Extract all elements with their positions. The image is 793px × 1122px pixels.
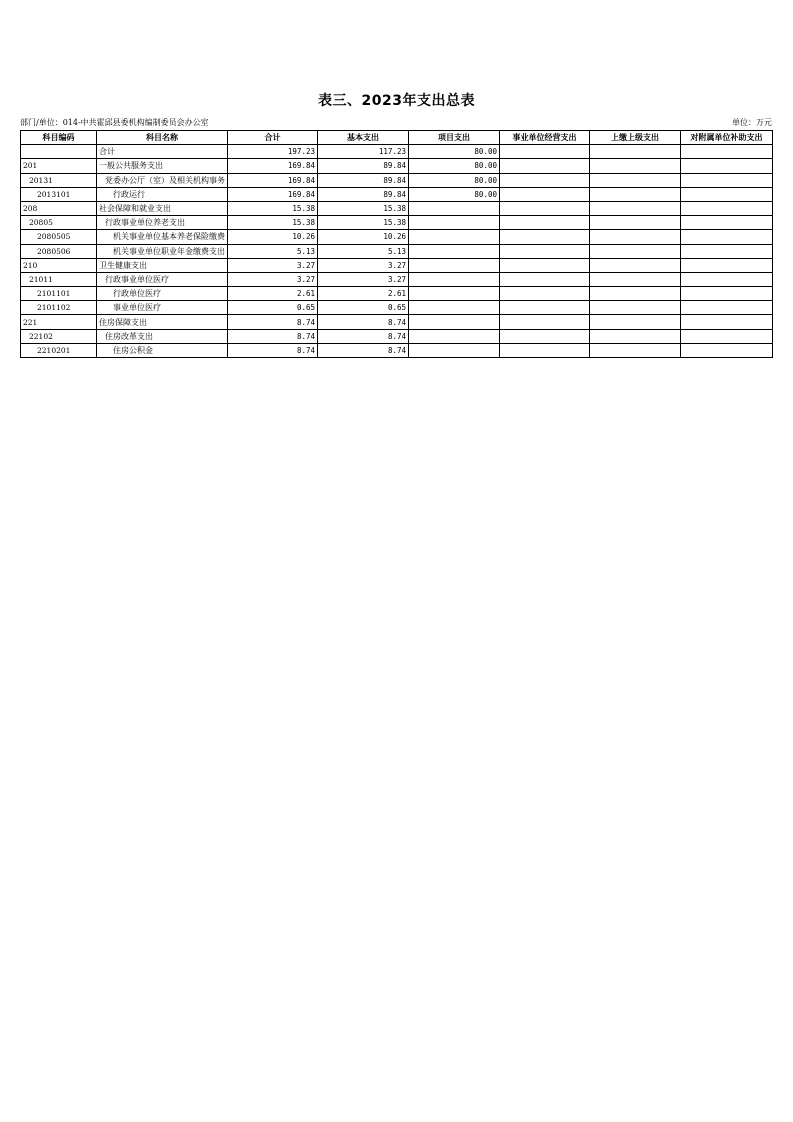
cell-basic: 8.74 [318,315,409,329]
department-label: 部门/单位：014-中共霍邱县委机构编制委员会办公室 [20,118,209,127]
cell-operating [500,315,590,329]
cell-basic: 89.84 [318,187,409,201]
cell-upper [590,187,681,201]
table-row [21,329,773,343]
cell-total: 169.84 [228,159,318,173]
table-row [21,145,773,159]
cell-operating [500,343,590,357]
table-row [21,315,773,329]
cell-basic: 3.27 [318,258,409,272]
cell-code: 2101101 [21,287,97,301]
cell-basic: 89.84 [318,173,409,187]
cell-operating [500,272,590,286]
cell-basic: 8.74 [318,343,409,357]
expenditure-table [20,130,773,358]
document-meta [20,117,772,128]
cell-subsidy [681,287,773,301]
table-body [21,145,773,358]
header-basic: 基本支出 [318,131,409,145]
cell-upper [590,287,681,301]
cell-basic: 5.13 [318,244,409,258]
cell-upper [590,258,681,272]
cell-upper [590,216,681,230]
cell-subsidy [681,159,773,173]
cell-basic: 117.23 [318,145,409,159]
cell-code: 22102 [21,329,97,343]
cell-total: 169.84 [228,187,318,201]
cell-basic: 15.38 [318,201,409,215]
cell-upper [590,301,681,315]
table-row [21,258,773,272]
cell-code: 2101102 [21,301,97,315]
cell-project: 80.00 [409,159,500,173]
header-upper: 上缴上级支出 [590,131,681,145]
table-row [21,159,773,173]
header-total: 合计 [228,131,318,145]
cell-project [409,343,500,357]
cell-operating [500,216,590,230]
table-row [21,230,773,244]
cell-name: 行政事业单位养老支出 [97,216,228,230]
cell-upper [590,230,681,244]
cell-total: 8.74 [228,315,318,329]
header-code: 科目编码 [21,131,97,145]
cell-total: 2.61 [228,287,318,301]
table-header-row [21,131,773,145]
table-row [21,343,773,357]
cell-project [409,315,500,329]
cell-upper [590,315,681,329]
cell-subsidy [681,329,773,343]
cell-total: 0.65 [228,301,318,315]
cell-upper [590,343,681,357]
cell-operating [500,230,590,244]
cell-project: 80.00 [409,173,500,187]
cell-subsidy [681,258,773,272]
cell-operating [500,145,590,159]
cell-subsidy [681,301,773,315]
cell-total: 169.84 [228,173,318,187]
table-row [21,173,773,187]
header-name: 科目名称 [97,131,228,145]
cell-code: 2013101 [21,187,97,201]
cell-project [409,272,500,286]
cell-name: 卫生健康支出 [97,258,228,272]
header-subsidy: 对附属单位补助支出 [681,131,773,145]
cell-project [409,258,500,272]
cell-total: 197.23 [228,145,318,159]
cell-name: 机关事业单位职业年金缴费支出 [97,244,228,258]
cell-subsidy [681,343,773,357]
cell-code: 221 [21,315,97,329]
cell-code [21,145,97,159]
cell-name: 住房公积金 [97,343,228,357]
cell-name: 住房改革支出 [97,329,228,343]
cell-subsidy [681,216,773,230]
cell-total: 10.26 [228,230,318,244]
cell-project [409,301,500,315]
cell-subsidy [681,173,773,187]
cell-code: 2080506 [21,244,97,258]
table-row [21,301,773,315]
cell-subsidy [681,187,773,201]
cell-upper [590,145,681,159]
cell-total: 3.27 [228,272,318,286]
unit-label: 单位：万元 [732,118,772,127]
cell-upper [590,329,681,343]
cell-upper [590,173,681,187]
cell-name: 一般公共服务支出 [97,159,228,173]
cell-operating [500,287,590,301]
cell-project: 80.00 [409,187,500,201]
cell-upper [590,272,681,286]
cell-subsidy [681,272,773,286]
cell-code: 208 [21,201,97,215]
cell-basic: 2.61 [318,287,409,301]
cell-basic: 3.27 [318,272,409,286]
cell-operating [500,244,590,258]
table-row [21,272,773,286]
cell-operating [500,301,590,315]
cell-code: 210 [21,258,97,272]
cell-operating [500,159,590,173]
cell-subsidy [681,145,773,159]
cell-project: 80.00 [409,145,500,159]
cell-code: 2080505 [21,230,97,244]
cell-total: 5.13 [228,244,318,258]
table-row [21,244,773,258]
cell-code: 201 [21,159,97,173]
cell-project [409,244,500,258]
cell-total: 15.38 [228,201,318,215]
table-row [21,201,773,215]
cell-name: 行政单位医疗 [97,287,228,301]
table-row [21,187,773,201]
cell-project [409,201,500,215]
cell-subsidy [681,201,773,215]
cell-basic: 10.26 [318,230,409,244]
cell-upper [590,201,681,215]
table-row [21,287,773,301]
cell-total: 8.74 [228,343,318,357]
cell-basic: 89.84 [318,159,409,173]
cell-upper [590,159,681,173]
cell-operating [500,173,590,187]
cell-code: 20805 [21,216,97,230]
cell-project [409,230,500,244]
cell-operating [500,258,590,272]
table-row [21,216,773,230]
cell-total: 15.38 [228,216,318,230]
page-title: 表三、2023年支出总表 [318,93,475,109]
cell-operating [500,201,590,215]
cell-name: 机关事业单位基本养老保险缴费 [97,230,228,244]
cell-operating [500,187,590,201]
cell-total: 3.27 [228,258,318,272]
cell-basic: 15.38 [318,216,409,230]
cell-project [409,329,500,343]
header-operating: 事业单位经营支出 [500,131,590,145]
cell-name: 合计 [97,145,228,159]
cell-code: 20131 [21,173,97,187]
cell-code: 21011 [21,272,97,286]
cell-subsidy [681,315,773,329]
cell-project [409,216,500,230]
cell-name: 党委办公厅（室）及相关机构事务 [97,173,228,187]
cell-operating [500,329,590,343]
cell-upper [590,244,681,258]
cell-name: 行政事业单位医疗 [97,272,228,286]
cell-basic: 8.74 [318,329,409,343]
cell-code: 2210201 [21,343,97,357]
cell-name: 事业单位医疗 [97,301,228,315]
cell-basic: 0.65 [318,301,409,315]
cell-name: 社会保障和就业支出 [97,201,228,215]
cell-subsidy [681,230,773,244]
cell-subsidy [681,244,773,258]
cell-project [409,287,500,301]
cell-total: 8.74 [228,329,318,343]
cell-name: 住房保障支出 [97,315,228,329]
header-project: 项目支出 [409,131,500,145]
cell-name: 行政运行 [97,187,228,201]
